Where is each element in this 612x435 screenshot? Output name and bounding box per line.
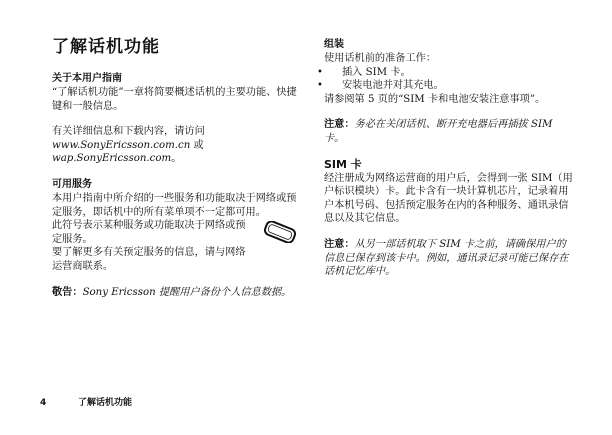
info-paragraph [52,125,304,166]
page-footer [40,395,132,408]
note-backup-paragraph [324,238,576,279]
assembly-heading: 组装 [324,39,344,50]
note-text: 从另一部话机取下 SIM 卡之前，请确保用户的信息已保存到该卡中。例如，通讯录记录可能已保存在话机记忆库中。 [324,238,569,278]
page-title: 了解话机功能 [52,37,160,57]
assembly-list [317,66,576,93]
services-text: 本用户指南中所介绍的一些服务和功能取决于网络或预定服务，即话机中的所有菜单项不一定都可用。 [52,192,297,218]
list-item: • 安装电池并对其充电。 [317,80,444,92]
url-sonyericsson-cn[interactable]: www.SonyEricsson.com.cn [52,139,191,151]
services-heading: 可用服务 [52,178,92,190]
subscribe-text: 要了解更多有关预定服务的信息，请与网络运营商联系。 [52,247,246,272]
see-page-text: 请参阅第 5 页的“SIM 卡和电池安装注意事项”。 [324,93,546,105]
note-label: 注意： [324,119,355,131]
note-sim-paragraph [324,118,576,145]
note-label: 注意： [324,238,355,250]
note-text: 务必在关闭话机、断开充电器后再插拔 SIM 卡。 [324,119,553,144]
info-text: 有关详细信息和下载内容，请访问 [52,126,205,138]
network-service-icon [260,221,300,243]
sim-heading: SIM 卡 [324,157,362,171]
notice-paragraph [52,286,304,300]
assembly-intro: 使用话机前的准备工作： [324,53,437,64]
sim-text: 经注册成为网络运营商的用户后，会得到一张 SIM（用户标识模块）卡。此卡含有一块计算机芯片，记录着用户本机号码、包括预定服务在内的各种服务、通讯录信息以及其它信息。 [324,172,573,225]
url-end: 。 [171,153,182,165]
right-column [317,38,576,279]
symbol-text: 此符号表示某种服务或功能取决于网络或预定服务。 [52,220,246,245]
guide-text: “了解话机功能”一章将简要概述话机的主要功能、快捷键和一般信息。 [52,87,297,112]
guide-heading: 关于本用户指南 [52,73,122,84]
url-or: 或 [190,139,204,151]
list-item: • 插入 SIM 卡。 [317,66,411,78]
service-symbol-block [52,219,304,273]
page-number: 4 [40,398,47,408]
url-wap-sonyericsson[interactable]: wap.SonyEricsson.com [52,153,172,165]
footer-chapter: 了解话机功能 [78,398,133,408]
notice-label: 敬告： [52,286,83,298]
left-column [52,36,304,299]
notice-text: Sony Ericsson 提醒用户备份个人信息数据。 [82,286,292,298]
